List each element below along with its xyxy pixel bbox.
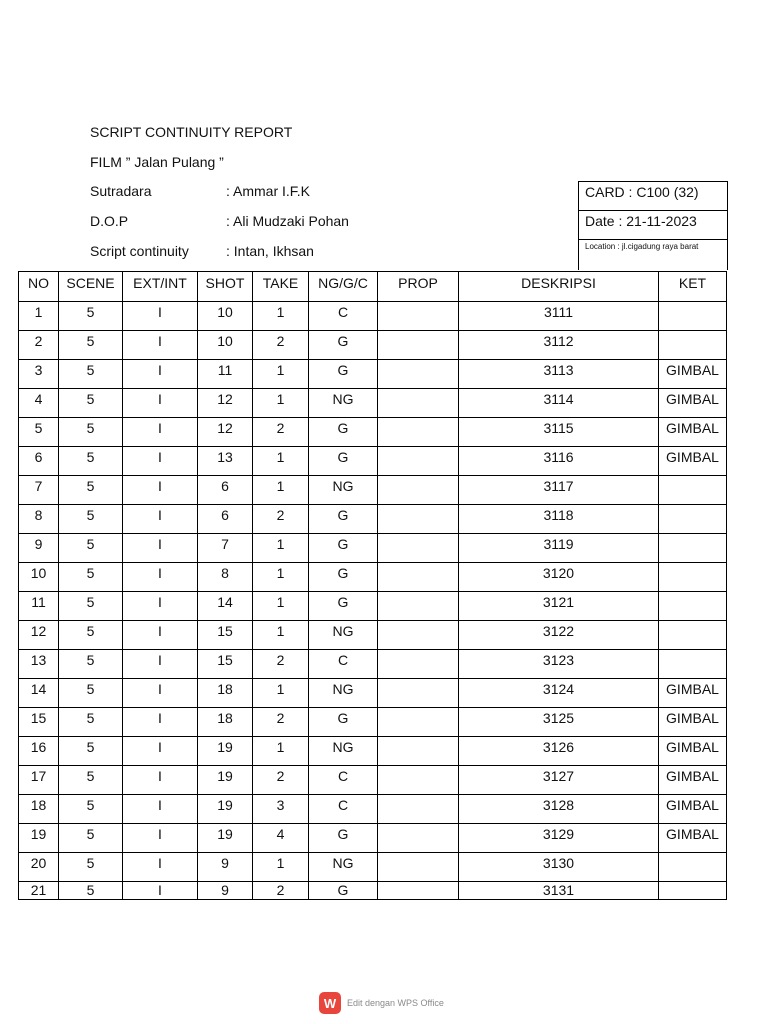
cell-ng-g-c: G xyxy=(309,824,378,853)
cell-no: 11 xyxy=(19,592,59,621)
cell-ket xyxy=(659,882,727,900)
cell-ket xyxy=(659,853,727,882)
cell-no: 1 xyxy=(19,302,59,331)
cell-take: 1 xyxy=(253,679,309,708)
cell-prop xyxy=(378,592,459,621)
table-row xyxy=(19,882,727,900)
cell-ext-int: I xyxy=(123,563,198,592)
cell-deskripsi: 3113 xyxy=(459,360,659,389)
table-row xyxy=(19,331,727,360)
cell-ng-g-c: G xyxy=(309,882,378,900)
cell-scene: 5 xyxy=(59,737,123,766)
cell-ket: GIMBAL xyxy=(659,418,727,447)
cell-shot: 19 xyxy=(198,737,253,766)
cell-ket: GIMBAL xyxy=(659,708,727,737)
cell-scene: 5 xyxy=(59,679,123,708)
cell-take: 1 xyxy=(253,592,309,621)
meta-label: Script continuity xyxy=(90,243,189,259)
meta-value: : Intan, Ikhsan xyxy=(226,243,314,259)
cell-scene: 5 xyxy=(59,331,123,360)
meta-label: D.O.P xyxy=(90,213,129,229)
cell-no: 14 xyxy=(19,679,59,708)
cell-ext-int: I xyxy=(123,447,198,476)
cell-take: 1 xyxy=(253,853,309,882)
cell-no: 18 xyxy=(19,795,59,824)
wps-footer xyxy=(319,991,444,1015)
cell-ext-int: I xyxy=(123,824,198,853)
cell-deskripsi: 3117 xyxy=(459,476,659,505)
cell-deskripsi: 3129 xyxy=(459,824,659,853)
cell-shot: 9 xyxy=(198,882,253,900)
table-row xyxy=(19,418,727,447)
cell-ng-g-c: C xyxy=(309,650,378,679)
cell-prop xyxy=(378,418,459,447)
cell-ext-int: I xyxy=(123,621,198,650)
continuity-table xyxy=(18,271,727,900)
cell-deskripsi: 3118 xyxy=(459,505,659,534)
cell-prop xyxy=(378,679,459,708)
cell-ng-g-c: C xyxy=(309,795,378,824)
cell-ng-g-c: G xyxy=(309,447,378,476)
cell-take: 1 xyxy=(253,447,309,476)
table-row xyxy=(19,447,727,476)
cell-prop xyxy=(378,882,459,900)
cell-prop xyxy=(378,331,459,360)
cell-deskripsi: 3125 xyxy=(459,708,659,737)
cell-ext-int: I xyxy=(123,766,198,795)
cell-scene: 5 xyxy=(59,418,123,447)
col-header-take: TAKE xyxy=(253,272,309,302)
cell-no: 10 xyxy=(19,563,59,592)
table-row xyxy=(19,592,727,621)
cell-deskripsi: 3130 xyxy=(459,853,659,882)
cell-take: 1 xyxy=(253,563,309,592)
cell-scene: 5 xyxy=(59,592,123,621)
cell-deskripsi: 3120 xyxy=(459,563,659,592)
table-row xyxy=(19,679,727,708)
cell-take: 2 xyxy=(253,882,309,900)
cell-shot: 18 xyxy=(198,679,253,708)
cell-scene: 5 xyxy=(59,302,123,331)
cell-no: 20 xyxy=(19,853,59,882)
table-row xyxy=(19,505,727,534)
cell-deskripsi: 3128 xyxy=(459,795,659,824)
cell-ext-int: I xyxy=(123,708,198,737)
cell-ket: GIMBAL xyxy=(659,737,727,766)
cell-shot: 12 xyxy=(198,418,253,447)
cell-shot: 14 xyxy=(198,592,253,621)
cell-ext-int: I xyxy=(123,853,198,882)
cell-prop xyxy=(378,766,459,795)
cell-no: 19 xyxy=(19,824,59,853)
cell-deskripsi: 3112 xyxy=(459,331,659,360)
cell-ket: GIMBAL xyxy=(659,360,727,389)
col-header-prop: PROP xyxy=(378,272,459,302)
cell-ext-int: I xyxy=(123,331,198,360)
cell-ket xyxy=(659,302,727,331)
report-title: SCRIPT CONTINUITY REPORT xyxy=(90,124,293,140)
cell-deskripsi: 3116 xyxy=(459,447,659,476)
cell-shot: 7 xyxy=(198,534,253,563)
cell-ext-int: I xyxy=(123,418,198,447)
cell-scene: 5 xyxy=(59,563,123,592)
cell-ket xyxy=(659,505,727,534)
cell-ng-g-c: NG xyxy=(309,853,378,882)
col-header-scene: SCENE xyxy=(59,272,123,302)
cell-take: 3 xyxy=(253,795,309,824)
cell-prop xyxy=(378,302,459,331)
cell-shot: 18 xyxy=(198,708,253,737)
cell-take: 1 xyxy=(253,737,309,766)
table-row xyxy=(19,534,727,563)
cell-shot: 15 xyxy=(198,621,253,650)
table-body xyxy=(19,302,727,900)
cell-no: 13 xyxy=(19,650,59,679)
col-header-no: NO xyxy=(19,272,59,302)
cell-take: 4 xyxy=(253,824,309,853)
wps-edit-text: Edit dengan WPS Office xyxy=(347,998,444,1008)
cell-deskripsi: 3131 xyxy=(459,882,659,900)
cell-no: 4 xyxy=(19,389,59,418)
cell-prop xyxy=(378,360,459,389)
cell-prop xyxy=(378,621,459,650)
cell-ket: GIMBAL xyxy=(659,766,727,795)
cell-no: 15 xyxy=(19,708,59,737)
cell-ng-g-c: NG xyxy=(309,679,378,708)
cell-ng-g-c: NG xyxy=(309,737,378,766)
col-header-ext-int: EXT/INT xyxy=(123,272,198,302)
cell-take: 1 xyxy=(253,476,309,505)
cell-scene: 5 xyxy=(59,795,123,824)
cell-no: 8 xyxy=(19,505,59,534)
cell-ng-g-c: G xyxy=(309,360,378,389)
cell-shot: 10 xyxy=(198,331,253,360)
cell-ng-g-c: C xyxy=(309,302,378,331)
cell-scene: 5 xyxy=(59,824,123,853)
cell-take: 2 xyxy=(253,418,309,447)
cell-ng-g-c: C xyxy=(309,766,378,795)
cell-ket xyxy=(659,331,727,360)
table-row xyxy=(19,824,727,853)
cell-take: 2 xyxy=(253,505,309,534)
cell-ext-int: I xyxy=(123,650,198,679)
cell-take: 1 xyxy=(253,534,309,563)
cell-ext-int: I xyxy=(123,679,198,708)
cell-shot: 12 xyxy=(198,389,253,418)
card-cell: CARD : C100 (32) xyxy=(579,182,727,211)
cell-no: 7 xyxy=(19,476,59,505)
cell-scene: 5 xyxy=(59,853,123,882)
cell-scene: 5 xyxy=(59,882,123,900)
cell-take: 1 xyxy=(253,360,309,389)
table-row xyxy=(19,621,727,650)
cell-ket: GIMBAL xyxy=(659,389,727,418)
cell-take: 2 xyxy=(253,650,309,679)
cell-ket: GIMBAL xyxy=(659,447,727,476)
table-row xyxy=(19,766,727,795)
cell-deskripsi: 3119 xyxy=(459,534,659,563)
film-title: FILM ” Jalan Pulang ” xyxy=(90,154,224,170)
wps-logo-icon: W xyxy=(319,992,341,1014)
cell-prop xyxy=(378,447,459,476)
cell-ext-int: I xyxy=(123,302,198,331)
cell-ng-g-c: NG xyxy=(309,389,378,418)
table-row xyxy=(19,563,727,592)
cell-take: 1 xyxy=(253,621,309,650)
col-header-ng-g-c: NG/G/C xyxy=(309,272,378,302)
cell-shot: 11 xyxy=(198,360,253,389)
table-row xyxy=(19,476,727,505)
cell-ket xyxy=(659,563,727,592)
cell-ext-int: I xyxy=(123,476,198,505)
col-header-ket: KET xyxy=(659,272,727,302)
date-cell: Date : 21-11-2023 xyxy=(579,211,727,240)
cell-scene: 5 xyxy=(59,505,123,534)
cell-ext-int: I xyxy=(123,592,198,621)
cell-take: 1 xyxy=(253,389,309,418)
cell-ext-int: I xyxy=(123,505,198,534)
cell-ket xyxy=(659,534,727,563)
cell-prop xyxy=(378,650,459,679)
cell-shot: 19 xyxy=(198,824,253,853)
cell-ng-g-c: NG xyxy=(309,621,378,650)
cell-no: 3 xyxy=(19,360,59,389)
cell-shot: 8 xyxy=(198,563,253,592)
cell-shot: 19 xyxy=(198,795,253,824)
cell-ng-g-c: G xyxy=(309,418,378,447)
cell-no: 9 xyxy=(19,534,59,563)
cell-scene: 5 xyxy=(59,389,123,418)
cell-deskripsi: 3121 xyxy=(459,592,659,621)
table-row xyxy=(19,389,727,418)
table-row xyxy=(19,650,727,679)
cell-scene: 5 xyxy=(59,650,123,679)
cell-scene: 5 xyxy=(59,476,123,505)
cell-scene: 5 xyxy=(59,360,123,389)
cell-deskripsi: 3115 xyxy=(459,418,659,447)
cell-prop xyxy=(378,389,459,418)
cell-deskripsi: 3124 xyxy=(459,679,659,708)
table-row xyxy=(19,737,727,766)
cell-deskripsi: 3111 xyxy=(459,302,659,331)
cell-ket xyxy=(659,650,727,679)
cell-take: 2 xyxy=(253,708,309,737)
cell-take: 2 xyxy=(253,766,309,795)
cell-no: 5 xyxy=(19,418,59,447)
cell-no: 2 xyxy=(19,331,59,360)
cell-scene: 5 xyxy=(59,708,123,737)
cell-prop xyxy=(378,505,459,534)
location-cell: Location : jl.cigadung raya barat xyxy=(585,242,699,251)
cell-deskripsi: 3123 xyxy=(459,650,659,679)
cell-ng-g-c: G xyxy=(309,708,378,737)
cell-shot: 10 xyxy=(198,302,253,331)
cell-prop xyxy=(378,853,459,882)
cell-ext-int: I xyxy=(123,795,198,824)
cell-no: 17 xyxy=(19,766,59,795)
meta-value: : Ali Mudzaki Pohan xyxy=(226,213,349,229)
cell-deskripsi: 3126 xyxy=(459,737,659,766)
cell-take: 1 xyxy=(253,302,309,331)
cell-shot: 13 xyxy=(198,447,253,476)
cell-no: 12 xyxy=(19,621,59,650)
cell-prop xyxy=(378,476,459,505)
cell-ext-int: I xyxy=(123,882,198,900)
cell-ket xyxy=(659,621,727,650)
cell-prop xyxy=(378,708,459,737)
cell-shot: 9 xyxy=(198,853,253,882)
cell-deskripsi: 3127 xyxy=(459,766,659,795)
cell-prop xyxy=(378,534,459,563)
cell-scene: 5 xyxy=(59,621,123,650)
meta-label: Sutradara xyxy=(90,183,152,199)
cell-ng-g-c: G xyxy=(309,331,378,360)
table-row xyxy=(19,302,727,331)
cell-take: 2 xyxy=(253,331,309,360)
cell-scene: 5 xyxy=(59,447,123,476)
cell-deskripsi: 3114 xyxy=(459,389,659,418)
table-row xyxy=(19,853,727,882)
cell-deskripsi: 3122 xyxy=(459,621,659,650)
col-header-deskripsi: DESKRIPSI xyxy=(459,272,659,302)
cell-ng-g-c: G xyxy=(309,505,378,534)
cell-ext-int: I xyxy=(123,534,198,563)
card-info-box xyxy=(578,181,728,270)
cell-no: 21 xyxy=(19,882,59,900)
table-header-row xyxy=(19,272,727,302)
cell-ng-g-c: G xyxy=(309,592,378,621)
cell-scene: 5 xyxy=(59,766,123,795)
cell-no: 16 xyxy=(19,737,59,766)
col-header-shot: SHOT xyxy=(198,272,253,302)
cell-ext-int: I xyxy=(123,737,198,766)
cell-ng-g-c: G xyxy=(309,563,378,592)
cell-ket: GIMBAL xyxy=(659,795,727,824)
cell-ket xyxy=(659,476,727,505)
cell-scene: 5 xyxy=(59,534,123,563)
cell-shot: 6 xyxy=(198,505,253,534)
cell-ext-int: I xyxy=(123,389,198,418)
cell-shot: 15 xyxy=(198,650,253,679)
cell-ng-g-c: NG xyxy=(309,476,378,505)
cell-shot: 6 xyxy=(198,476,253,505)
cell-prop xyxy=(378,737,459,766)
table-row xyxy=(19,795,727,824)
cell-ket xyxy=(659,592,727,621)
meta-value: : Ammar I.F.K xyxy=(226,183,311,199)
table-row xyxy=(19,360,727,389)
cell-ext-int: I xyxy=(123,360,198,389)
cell-no: 6 xyxy=(19,447,59,476)
table-row xyxy=(19,708,727,737)
cell-prop xyxy=(378,795,459,824)
cell-prop xyxy=(378,824,459,853)
cell-ket: GIMBAL xyxy=(659,824,727,853)
cell-ket: GIMBAL xyxy=(659,679,727,708)
cell-ng-g-c: G xyxy=(309,534,378,563)
cell-shot: 19 xyxy=(198,766,253,795)
cell-prop xyxy=(378,563,459,592)
